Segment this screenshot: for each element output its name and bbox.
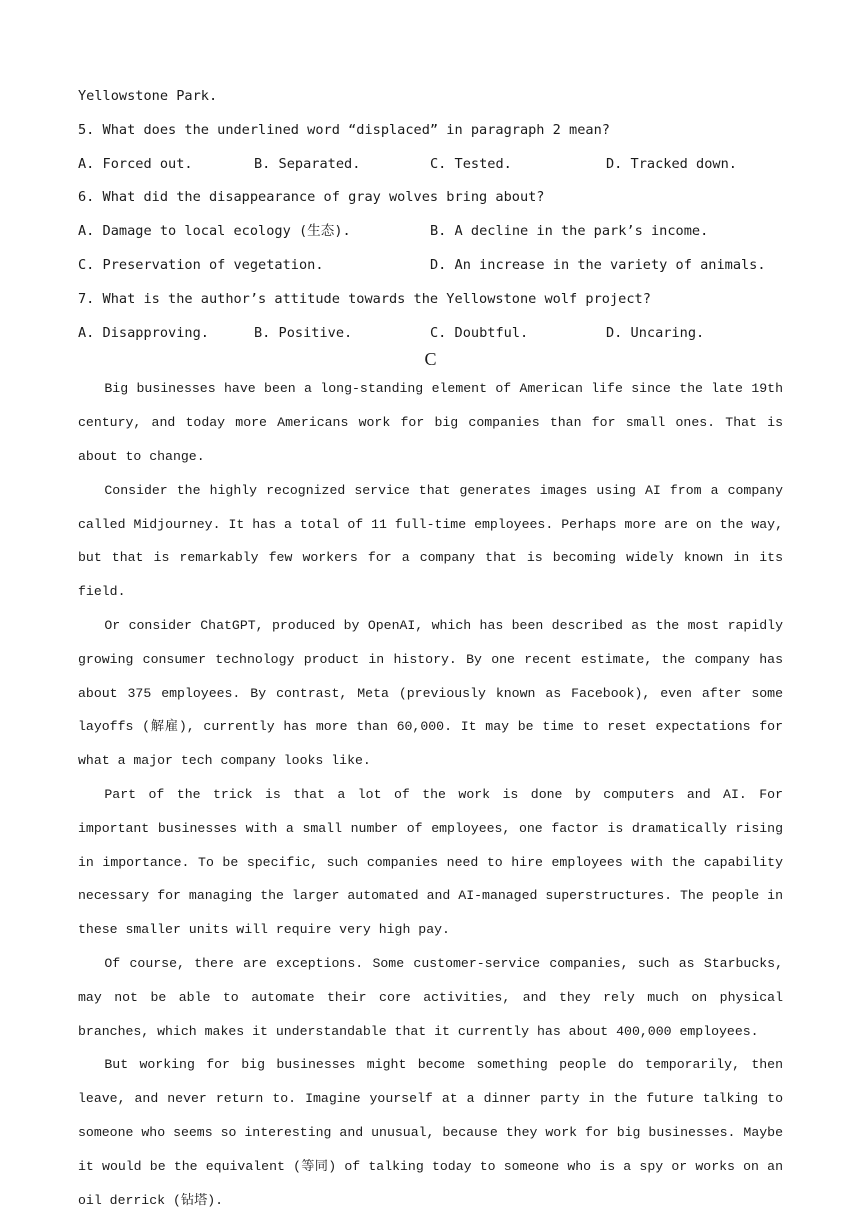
passage-c-paragraph-1: Big businesses have been a long-standing element of American life since the late 19th century, and today more Americans work for big companies than for small ones. That is about to change. — [78, 381, 783, 464]
question-5-option-d[interactable]: D. Tracked down. — [606, 155, 737, 172]
passage-c-paragraph-5: Of course, there are exceptions. Some customer-service companies, such as Starbucks, may not be able to automate their core activities, and they rely much on physical branches, which makes it understandable that it currently has about 400,000 employees. — [78, 955, 783, 1039]
question-6-option-d[interactable]: D. An increase in the variety of animals. — [430, 256, 766, 273]
question-7-option-d[interactable]: D. Uncaring. — [606, 324, 705, 341]
question-7-option-c[interactable]: C. Doubtful. — [430, 324, 529, 341]
question-7-option-b[interactable]: B. Positive. — [254, 324, 353, 341]
question-5-option-c[interactable]: C. Tested. — [430, 155, 512, 172]
question-6-options-row-1 — [78, 215, 783, 249]
question-6-option-c[interactable]: C. Preservation of vegetation. — [78, 256, 324, 273]
question-6-option-a[interactable]: A. Damage to local ecology (生态). — [78, 223, 351, 240]
passage-c-paragraph-4: Part of the trick is that a lot of the work is done by computers and AI. For important businesses with a small number of employees, one factor is dramatically rising in importance. To be specific, such companies need to hire employees with the capability necessary for managing the larger automated and AI-managed superstructures. The people in these smaller units will require very high pay. — [78, 786, 783, 938]
question-6-stem: 6. What did the disappearance of gray wolves bring about? — [78, 189, 545, 206]
passage-c-paragraph-6: But working for big businesses might become something people do temporarily, then leave, and never return to. Imagine yourself at a dinner party in the future talking to someone who seems so interesting and unusual, because they work for big businesses. Maybe it would be the equivalent (等同) of talking today to someone who is a spy or works on an oil derrick (钻塔). — [78, 1057, 783, 1208]
question-6-option-b[interactable]: B. A decline in the park’s income. — [430, 223, 709, 240]
question-7-options — [78, 317, 783, 351]
exam-page — [78, 80, 783, 1217]
passage-b-end-fragment: Yellowstone Park. — [78, 88, 218, 104]
question-5-option-b[interactable]: B. Separated. — [254, 155, 361, 172]
section-heading-c: C — [424, 349, 437, 370]
question-6-options-row-2 — [78, 249, 783, 283]
question-7-stem: 7. What is the author’s attitude towards the Yellowstone wolf project? — [78, 290, 651, 307]
question-5-stem: 5. What does the underlined word “displaced” in paragraph 2 mean? — [78, 121, 610, 138]
question-5-options — [78, 148, 783, 182]
question-5-option-a[interactable]: A. Forced out. — [78, 155, 193, 172]
question-7-option-a[interactable]: A. Disapproving. — [78, 324, 209, 341]
passage-c-paragraph-2: Consider the highly recognized service that generates images using AI from a company called Midjourney. It has a total of 11 full-time employees. Perhaps more are on the way, but that is remarkably few workers for a company that is becoming widely known in its field. — [78, 482, 783, 600]
passage-c-paragraph-3: Or consider ChatGPT, produced by OpenAI, which has been described as the most rapidly growing consumer technology product in history. By one recent estimate, the company has about 375 employees. By contrast, Meta (previously known as Facebook), even after some layoffs (解雇), currently has more than 60,000. It may be time to reset expectations for what a major tech company looks like. — [78, 617, 783, 769]
